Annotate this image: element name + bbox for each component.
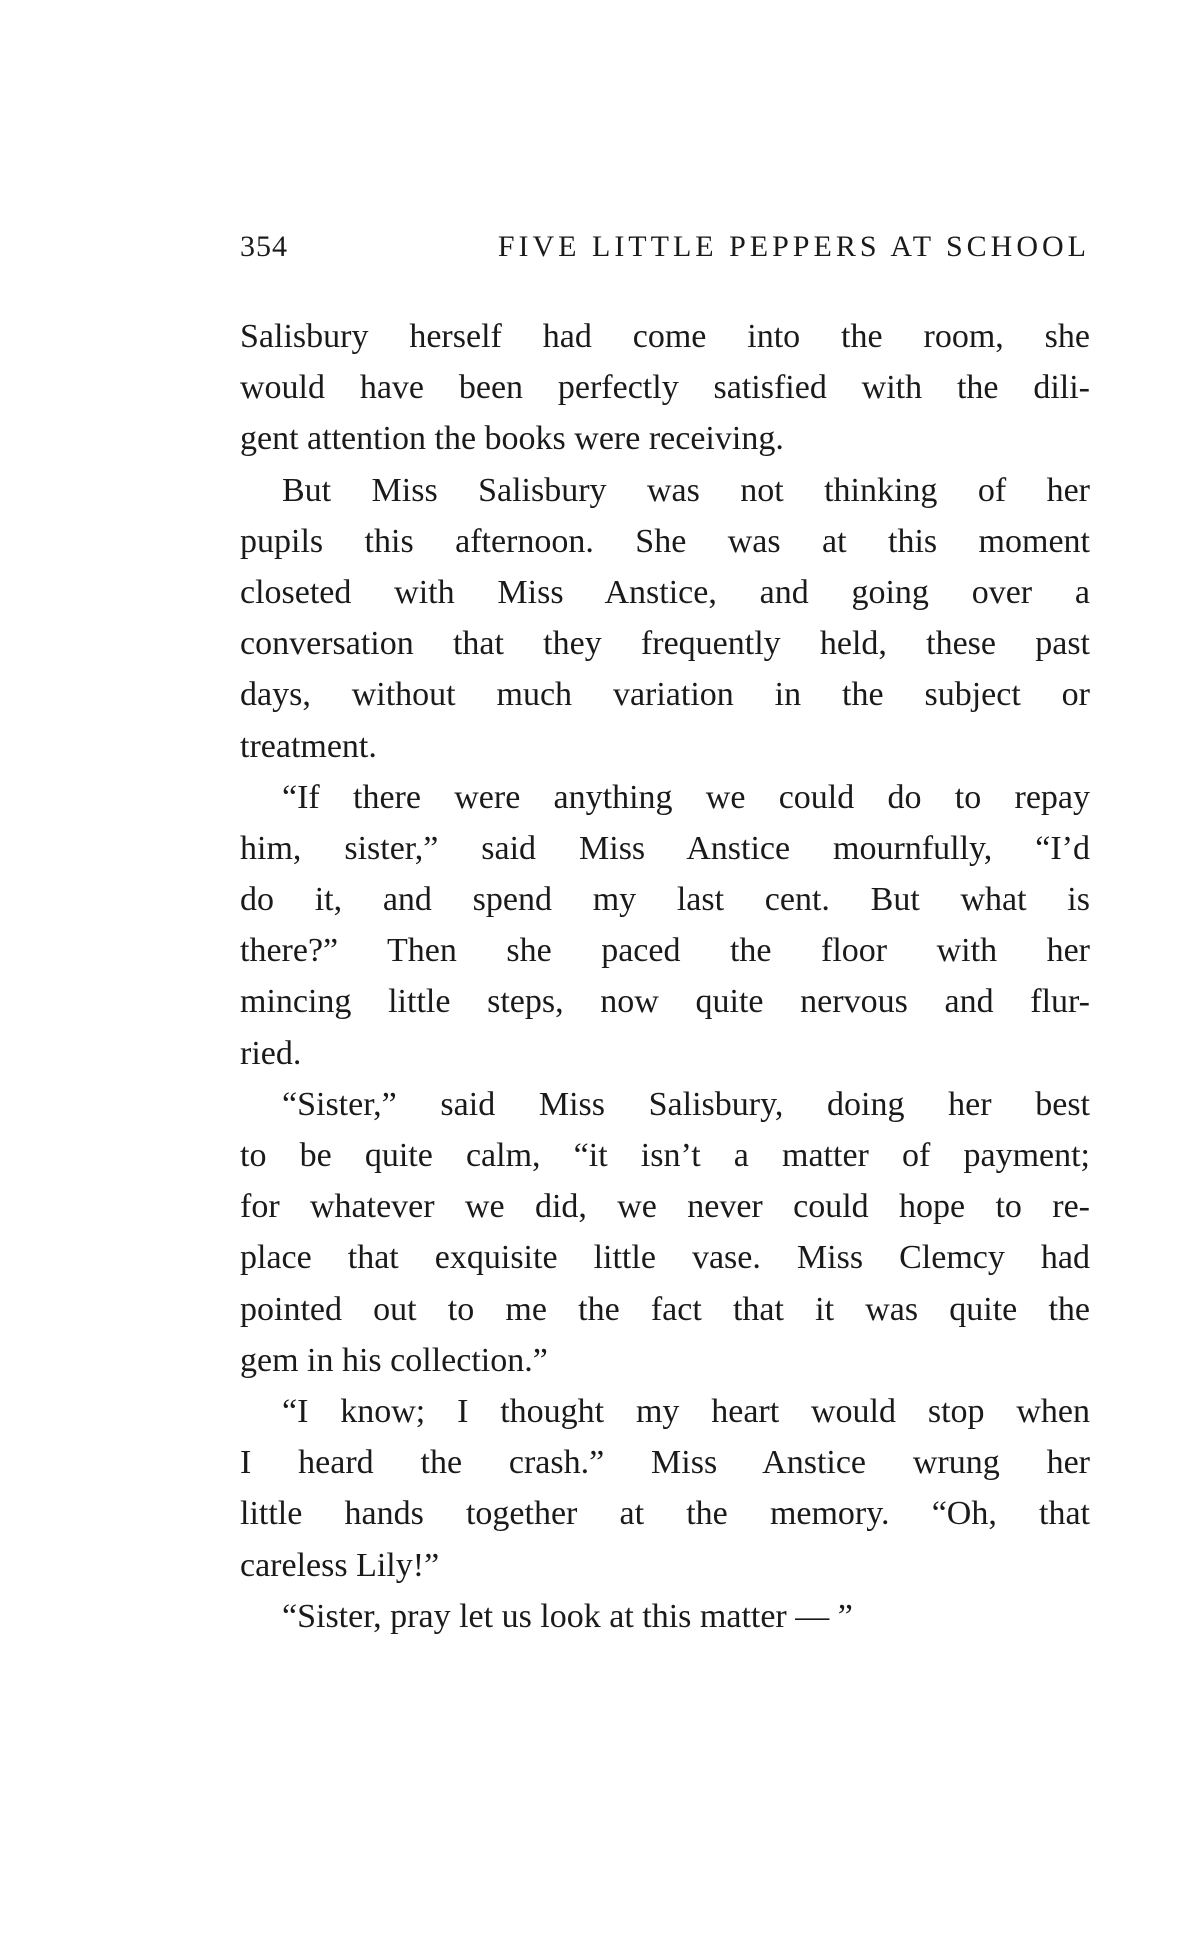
text-line: “I know; I thought my heart would stop when	[282, 1392, 1090, 1430]
text-line: “Sister,” said Miss Salisbury, doing her best	[282, 1085, 1090, 1123]
text-line: “Sister, pray let us look at this matter — ”	[282, 1597, 853, 1635]
text-line: do it, and spend my last cent. But what is	[240, 881, 1090, 919]
text-line: would have been perfectly satisfied with the dili-	[240, 369, 1090, 407]
text-line: there?” Then she paced the floor with her	[240, 932, 1090, 970]
text-line: pupils this afternoon. She was at this moment	[240, 522, 1090, 560]
text-line: conversation that they frequently held, these past	[240, 625, 1090, 663]
text-line: for whatever we did, we never could hope to re-	[240, 1188, 1090, 1226]
text-line: gem in his collection.”	[240, 1341, 548, 1379]
text-line: gent attention the books were receiving.	[240, 420, 784, 458]
text-line: him, sister,” said Miss Anstice mournfully, “I’d	[240, 829, 1090, 867]
text-line: I heard the crash.” Miss Anstice wrung her	[240, 1444, 1090, 1482]
text-line: careless Lily!”	[240, 1546, 440, 1584]
text-line: closeted with Miss Anstice, and going over a	[240, 573, 1090, 611]
text-line: days, without much variation in the subject or	[240, 676, 1090, 714]
text-line: to be quite calm, “it isn’t a matter of payment;	[240, 1137, 1090, 1174]
page-number: 354	[240, 230, 288, 263]
text-line: mincing little steps, now quite nervous and flur-	[240, 983, 1090, 1021]
body-text	[240, 311, 1090, 1642]
text-line: Salisbury herself had come into the room, she	[240, 318, 1090, 355]
text-line: ried.	[240, 1034, 302, 1072]
running-head	[240, 226, 1090, 270]
running-title: FIVE LITTLE PEPPERS AT SCHOOL	[497, 230, 1090, 263]
text-line: But Miss Salisbury was not thinking of her	[282, 471, 1090, 509]
text-line: “If there were anything we could do to repay	[282, 778, 1090, 816]
text-line: pointed out to me the fact that it was quite the	[240, 1290, 1090, 1328]
text-line: little hands together at the memory. “Oh, that	[240, 1495, 1090, 1533]
text-line: place that exquisite little vase. Miss Clemcy had	[240, 1239, 1090, 1277]
text-line: treatment.	[240, 727, 377, 765]
